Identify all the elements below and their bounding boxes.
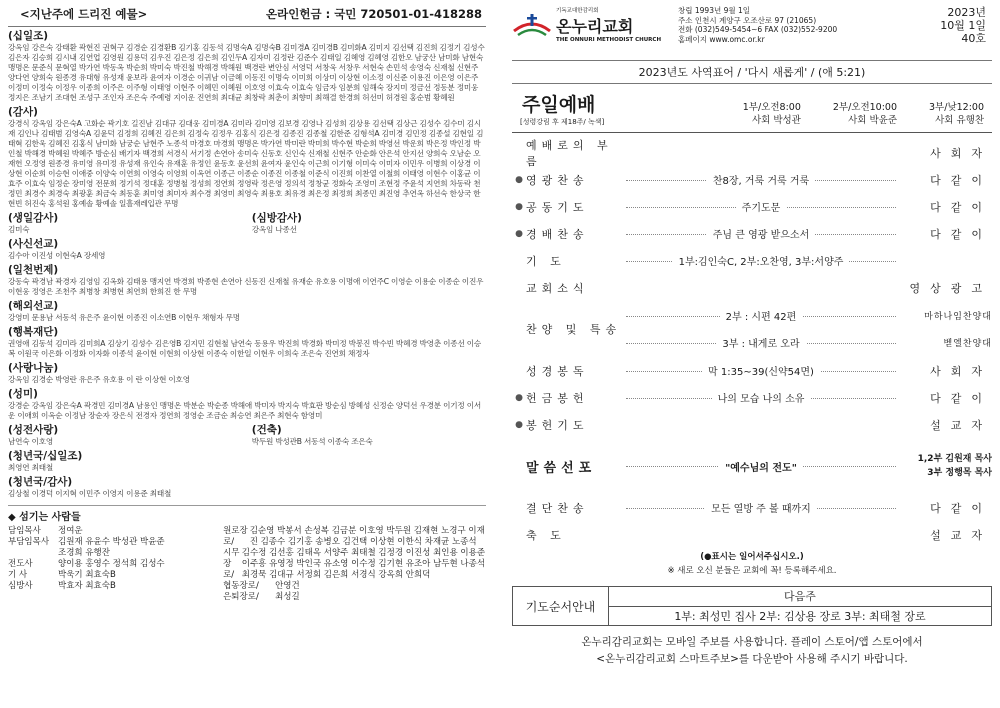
staff-role: 전도사 [8, 559, 33, 569]
staff-role [8, 548, 58, 559]
section-names: 강옥임 강은숙 강태환 곽현진 권혁구 김경순 김경환B 김기홍 김동석 김명숙A 김명숙B 김미경A 김미경B 김미화A 김미지 김선택 김진희 김정기 김성수 김은자 김승희 김시내 김연업 김영원 김용덕 김우진 김은정 김은희 김인두A 김자미 김정란 김준수 김태일 김혜영 김혜영 김한오 남궁산 남미화 남현숙 맹명온 문준식 문혁열 박가연 박동옥 박순희 박미숙 박진철 박해경 박해원 백경란 변안심 서영덕 서창욱 서창우 서현숙 손민석 송영숙 신재철 신현주 양다연 양희숙 원종경 유대형 유성재 윤보라 윤여자 이경순 이귀남 이금혜 이동진 이명숙 이미희 이상미 이상현 이소정 이신준 이용진 이은영 이은주 이정미 이정숙 이정우 이종희 이주은 이주형 이태영 이현주 이혜민 이혜원 이호영 이효숙 이효숙 임금자 임분희 임해숙 장지미 정금선 정동분 정미웅 정지은 조남기 조대현 조성구 조인자 조은숙 주예령 지이운 진연희 최대균 최창락 최춘이 최향미 최해결 한경희 허선미 허경원 홍순범 황혜원 [8, 43, 485, 102]
prayer-names: 1부: 최성민 집사 2부: 김상용 장로 3부: 최태철 장로 [674, 610, 926, 623]
sermon-item [512, 438, 992, 494]
elder-row [223, 581, 486, 592]
elder-names: 안영건 [275, 581, 300, 591]
staff-names: 양이용 홍영수 정석희 김성수 [58, 559, 165, 569]
elder-names: 김순영 박봉서 손성복 김금분 이호영 박두원 김재현 노경구 이재진 김종수 김기홍 송병오 김건택 이상현 이한식 차재균 노종석 [249, 526, 485, 547]
founded-date: 창립 1993년 9월 1일 [678, 6, 751, 15]
footer-line: <온누리감리교회 스마트주보>를 다운받아 사용해 주시기 바랍니다. [596, 653, 908, 665]
staff-row [8, 526, 223, 537]
birthday-visit-row [8, 209, 486, 235]
section-names: 박두원 박성관B 서동석 이종숙 조은숙 [251, 437, 373, 446]
worship-item-detail: 주님 큰 영광 받으소서 [707, 226, 815, 241]
temple-building-row [8, 421, 486, 447]
section-names: 남연숙 이호영 [8, 437, 54, 446]
worship-item-leader: 다같이 [930, 200, 992, 214]
standing-bullet: ● [515, 419, 523, 430]
worship-item [512, 411, 992, 438]
staff-role: 부담임목사 [8, 537, 50, 547]
staff-title: ◆ 섬기는 사람들 [8, 505, 486, 523]
section-names: 강경순 강옥임 강은숙A 곽경민 김미경A 남용인 맹명온 박분순 박순종 박해애 박미자 박지숙 박효판 방순심 방혜성 신정순 양덕선 우경분 이기정 이서운 이애희 이옥순 이정남 장순자 장은식 전경자 정연희 정영순 조금순 최승연 최은주 최현숙 함영미 [8, 401, 482, 420]
order-of-worship [512, 132, 992, 548]
staff-list [8, 526, 486, 603]
worship-item-name: 기 도 [526, 254, 566, 268]
special-music-lines [626, 302, 992, 356]
worship-item-name: 경배찬송 [526, 227, 589, 241]
staff-role: 기 사 [8, 570, 28, 580]
dotted-leader [626, 335, 896, 350]
worship-item-detail: 1부:김인숙C, 2부:오찬영, 3부:서양주 [673, 253, 850, 268]
section-names: 김수아 이진성 이현숙A 장세영 [8, 251, 106, 260]
special-music-item [512, 301, 992, 357]
dotted-leader [626, 308, 896, 323]
logo-english-name: THE ONNURI METHODIST CHURCH [556, 37, 662, 43]
offering-section [8, 30, 486, 103]
worship-item-leader: 다같이 [930, 391, 992, 405]
offering-section [8, 106, 486, 209]
section-title: (십일조) [8, 30, 49, 42]
worship-item-detail: 모든 열방 주 볼 때까지 [705, 500, 817, 515]
staff-row [8, 570, 223, 581]
worship-item [512, 521, 992, 548]
worship-item [512, 357, 992, 384]
church-phone: 전화 (032)549-5454~6 FAX (032)552-9200 [678, 25, 838, 34]
section-title: (건축) [251, 424, 282, 436]
worship-item-leader: 다같이 [930, 227, 992, 241]
worship-item-detail: 2부 : 시편 42편 [720, 308, 803, 323]
staff-names: 김원재 유윤수 박성관 박윤준 [58, 537, 165, 547]
bulletin-header [512, 6, 992, 58]
worship-item [512, 166, 992, 193]
elder-role: 은퇴장로/ [223, 592, 259, 602]
section-names: 강동숙 곽경남 곽경자 김영임 김옥화 김태용 맹지연 박경희 박종현 손연아 신동진 신재철 유재순 유호용 이명애 이연주C 이영순 이용순 이종순 이진우 이현웅 정영은 조천주 최병창 최병현 최연희 한희진 한 무명 [8, 277, 484, 296]
worship-item-leader: 설교자 [930, 528, 992, 542]
bulletin-month-day: 10월 1일 [940, 19, 986, 32]
standing-bullet: ● [515, 174, 523, 185]
service-leader: 사회 박윤준 [848, 115, 898, 126]
staff-names: 조경희 유행잔 [58, 548, 110, 558]
section-title: (사랑나눔) [8, 362, 59, 374]
section-title: (행복재단) [8, 326, 59, 338]
section-title: (해외선교) [8, 300, 59, 312]
service-leader: 사회 유행찬 [935, 115, 984, 126]
worship-item-leader: 사회자 [930, 146, 992, 160]
prayer-next-week: 다음주 [609, 587, 991, 607]
service-time: 1부/오전8:00 [742, 102, 801, 113]
elder-names: 최성길 [275, 592, 300, 602]
worship-item-name: 봉헌기도 [526, 418, 589, 432]
worship-item-name: 찬양 및 특송 [526, 323, 622, 336]
staff-right-column [223, 526, 486, 603]
offerings-header [8, 6, 486, 27]
staff-left-column [8, 526, 223, 603]
worship-item-name: 공동기도 [526, 200, 589, 214]
sermon-preachers [896, 452, 992, 480]
special-music-line [626, 329, 992, 356]
worship-item [512, 139, 992, 166]
standing-notice: (●표시는 일어서주십시오.) [700, 552, 804, 562]
worship-item-name: 교회소식 [526, 281, 589, 295]
dotted-leader [626, 253, 896, 268]
church-logo [512, 6, 672, 43]
section-title: (청년국/십일조) [8, 450, 83, 462]
worship-item-name: 결단찬송 [526, 501, 589, 515]
worship-item-detail: 나의 모습 나의 소유 [712, 390, 811, 405]
section-names: 김미숙 [8, 225, 30, 234]
worship-item-name: 축 도 [526, 528, 566, 542]
offerings-page [8, 6, 486, 702]
church-homepage: 홈페이지 www.omc.or.kr [678, 34, 765, 44]
dotted-leader [626, 390, 896, 405]
logo-church-name: 온누리교회 [556, 17, 634, 36]
special-music-line [626, 302, 992, 329]
staff-names: 정여운 [58, 526, 83, 536]
dotted-leader [626, 363, 896, 378]
service-times [711, 101, 992, 127]
elder-row [223, 548, 486, 581]
service-title: 주일예배 [522, 94, 596, 116]
worship-item-name: 영광찬송 [526, 173, 589, 187]
preacher: 3부 정행목 목사 [927, 468, 992, 478]
prayer-label: 기도순서안내 [513, 587, 609, 625]
dotted-leader [626, 199, 896, 214]
standing-bullet: ● [515, 228, 523, 239]
standing-bullet: ● [515, 201, 523, 212]
worship-item-leader: 사회자 [930, 364, 992, 378]
elder-row [223, 592, 486, 603]
elder-role: 협동장로/ [223, 581, 259, 591]
worship-item-leader: 벧엘찬양대 [943, 339, 992, 349]
elder-names: 김수정 김선홍 김태옥 서양주 최태철 김정경 이진성 최인용 이용준 이주흥 유영정 박인국 유소영 이수정 김기현 유조아 남두현 나종석 최경묵 김대규 서정회 김은희 서경식 강옥희 안희덕 [241, 548, 486, 580]
section-names: 강경식 강옥임 강은숙A 고화순 곽기호 길진남 김대규 김대웅 김미경A 김미라 김미영 김보경 김영나 김성희 김상용 김선택 김상근 김성수 김수미 김시재 김인나 김태범 김영숙A 김윤덕 김정희 김혜진 김은희 김정숙 김정우 김홍식 김은정 김종진 김종철 김한준 김형석A 김미경 김민정 김종설 김현일 김태혁 김한욱 김혜진 김홍식 남미화 남궁순 남현주 노종석 마경호 마경희 맹명온 박가연 박미란 박미희 박수현 박순희 박영선 박운희 박은정 박인정 박인철 박해경 박혜원 박혜주 방순심 배기자 백경희 서경식 서기정 손연아 송미숙 신동호 신인숙 신재철 신현주 안순화 안은석 안지선 양희숙 오남순 오재헌 오정영 원종경 유미영 유미정 유성재 유인숙 유재훈 유정인 윤동호 윤선희 윤여자 윤인숙 이근희 이기형 이미숙 이미자 이민우 이병희 이상경 이상현 이순희 이승현 이애중 이양숙 이연희 이영숙 이영희 이옥연 이종근 이종순 이종진 이종철 이준식 이진희 이찬열 이철희 이태영 이현수 이홍균 이효주 이효숙 임정순 장미영 전문희 정기석 정대훈 정병철 정성희 정연희 정영락 정은영 정의석 정창균 정화숙 조영미 조현정 주윤석 지연희 차동락 천정민 최경수 최경숙 최광훈 최금숙 최동훈 최미영 최미자 최수경 최영미 최영숙 최용호 최유경 최은정 최정희 최종민 최진영 추연옥 하선숙 한상국 한현빈 허진숙 홍석원 홍예솔 황예솔 일흘재레입관 무명 [8, 119, 484, 208]
bulletin-page [512, 6, 992, 702]
footer-line: 온누리감리교회는 모바일 주보를 사용합니다. 플레이 스토어/앱 스토어에서 [581, 636, 923, 648]
worship-item [512, 247, 992, 274]
worship-item-detail: 찬8장, 거룩 거룩 거룩 [707, 172, 815, 187]
section-title: (생일감사) [8, 212, 59, 224]
worship-item-leader: 설교자 [930, 418, 992, 432]
church-address-block [678, 6, 858, 44]
preacher: 1,2부 김원재 목사 [917, 454, 992, 464]
staff-row [8, 559, 223, 570]
newcomer-notice: ※ 새로 오신 분들은 교회에 꼭! 등록해주세요. [667, 566, 837, 576]
staff-names: 박욱기 최효숙B [58, 570, 116, 580]
worship-item [512, 494, 992, 521]
service-subtitle: [성령강림 후 제18주/ 녹색] [520, 118, 605, 126]
bulletin-year: 2023년 [947, 6, 986, 19]
staff-names: 박효자 최효숙B [58, 581, 116, 591]
worship-item [512, 193, 992, 220]
section-title: (성전사랑) [8, 424, 59, 436]
dotted-leader [626, 459, 896, 474]
staff-row [8, 581, 223, 592]
worship-item-name: 헌금봉헌 [526, 391, 589, 405]
worship-item-detail: 주기도문 [736, 199, 787, 214]
worship-item-leader: 영상광고 [909, 281, 992, 295]
section-names: 김상철 이경덕 이지혁 이민주 이영지 이용준 최태철 [8, 489, 172, 498]
worship-item-leader: 마하나임찬양대 [924, 312, 992, 322]
dotted-leader [626, 226, 896, 241]
section-title: (청년국/감사) [8, 476, 73, 488]
worship-item [512, 384, 992, 411]
service-time: 3부/낮12:00 [929, 102, 984, 113]
sermon-title: "예수님의 전도" [719, 459, 803, 474]
service-header [512, 90, 992, 127]
dotted-leader [626, 500, 896, 515]
worship-item [512, 220, 992, 247]
staff-role: 심방사 [8, 581, 33, 591]
service-leader: 사회 박성관 [751, 115, 801, 126]
dotted-leader [626, 172, 896, 187]
staff-row [8, 537, 223, 548]
section-title: (심방감사) [251, 212, 302, 224]
elder-role: 시무장로/ [223, 548, 240, 580]
worship-item-detail: 막 1:35~39(신약54면) [702, 363, 820, 378]
ministry-theme: 2023년도 사역표어 / '다시 새롭게' / (애 5:21) [512, 60, 992, 84]
section-title: (감사) [8, 106, 38, 118]
worship-item-detail: 3부 : 내게로 오라 [716, 335, 805, 350]
elder-row [223, 526, 486, 548]
worship-item-name: 예배로의 부름 [526, 138, 613, 168]
staff-row [8, 548, 223, 559]
prayer-schedule [512, 586, 992, 626]
church-logo-icon [512, 11, 552, 39]
worship-item [512, 274, 992, 301]
church-address: 주소 인천시 계양구 오조산로 97 (21065) [678, 15, 817, 25]
online-account: 온라인헌금 : 국민 720501-01-418288 [266, 7, 482, 21]
section-title: (사신선교) [8, 238, 59, 250]
section-names: 강영미 문용남 서동석 유은주 윤이현 이종진 이소연B 이현우 채형자 무명 [8, 313, 240, 322]
section-names: 강옥임 김경순 박영란 유은주 유호용 이 란 이상현 이호영 [8, 375, 190, 384]
section-names: 권영애 김동석 김미라 김미희A 김상기 김성수 김은영B 김지민 김현철 남연숙 동용우 박진희 박경화 박미정 박봉진 박수빈 박혜경 박영춘 이종선 이승복 이원국 이은화 이정화 이자화 이종석 윤이현 이현희 이상현 이종숙 이한일 이현우 이희숙 조은숙 진연희 채정자 [8, 339, 482, 358]
section-title: (성미) [8, 388, 38, 400]
worship-item-name: 말씀선포 [526, 460, 597, 476]
section-names: 강옥임 나종선 [251, 225, 297, 234]
offerings-title: <지난주에 드리진 예물> [20, 7, 148, 21]
elder-role: 원로장로/ [223, 526, 248, 547]
mobile-bulletin-notice [512, 634, 992, 668]
section-title: (일천번제) [8, 264, 59, 276]
staff-role: 담임목사 [8, 526, 41, 536]
worship-item-name: 성경봉독 [526, 364, 589, 378]
section-names: 최영연 최태철 [8, 463, 54, 472]
standing-bullet: ● [515, 392, 523, 403]
bulletin-issue: 40호 [961, 32, 986, 45]
worship-item-leader: 다같이 [930, 173, 992, 187]
service-time: 2부/오전10:00 [832, 102, 898, 113]
worship-item-leader: 다같이 [930, 501, 992, 515]
bulletin-date [940, 6, 992, 45]
logo-denomination: 기독교대한감리회 [556, 8, 599, 14]
